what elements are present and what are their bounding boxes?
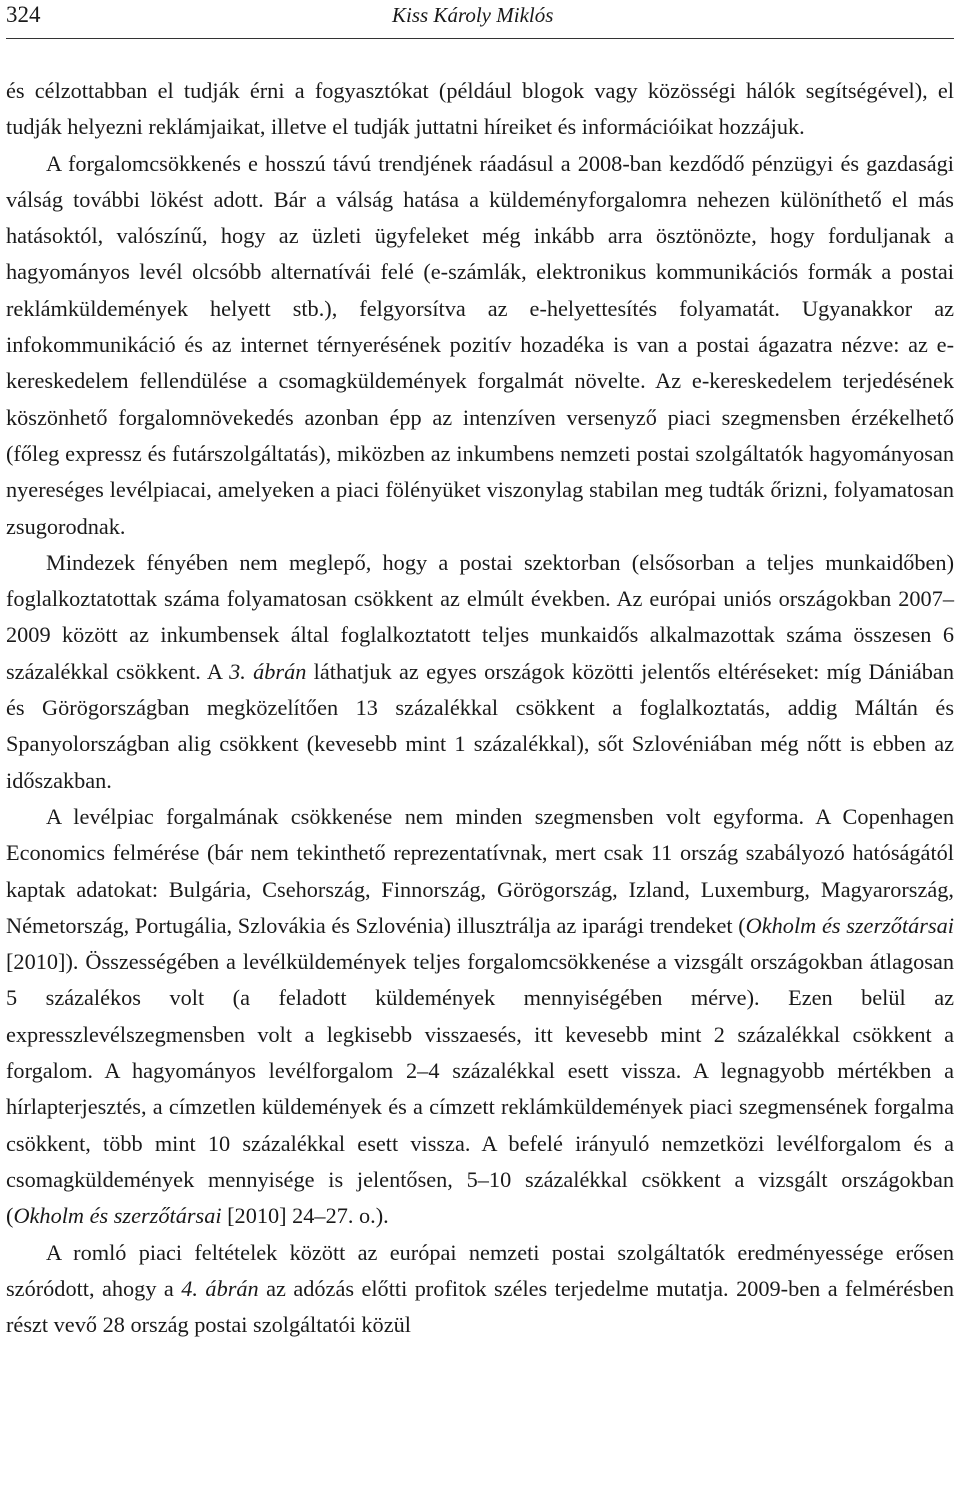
page-header — [6, 0, 954, 39]
paragraph-5 — [6, 1235, 954, 1344]
paragraph-text: az adózás előtti profitok széles terjedelme mutatja. 2009-ben a felmérésben részt vevő 28 ország postai szolgáltatói közül — [6, 1275, 954, 1338]
paragraph-4 — [6, 799, 954, 1235]
document-page — [6, 0, 954, 1343]
paragraph-3 — [6, 545, 954, 799]
figure-reference: 3. ábrán — [229, 658, 307, 684]
paragraph-2 — [6, 146, 954, 545]
citation-authors: Okholm és szerzőtársai — [13, 1203, 222, 1229]
paragraph-text: A romló piaci feltételek között az európai nemzeti postai szolgáltatók eredményessége erősen szóródott, ahogy a — [6, 1239, 954, 1301]
body-text — [6, 73, 954, 1343]
figure-reference: 4. ábrán — [181, 1275, 259, 1301]
paragraph-1 — [6, 73, 954, 146]
paragraph-text: [2010] 24–27. o.). — [221, 1203, 389, 1229]
paragraph-text: és célzottabban el tudják érni a fogyasztókat (például blogok vagy közösségi hálók segítségével), el tudják helyezni reklámjaikat, illetve el tudják juttatni híreiket és információikat hozzájuk. — [6, 78, 954, 140]
paragraph-text: A forgalomcsökkenés e hosszú távú trendjének ráadásul a 2008-ban kezdődő pénzügyi és gazdasági válság további lökést adott. Bár a válság hatása a küldeményforgalomra nehezen különíthető el más hatásoktól, valószínű, hogy az üzleti ügyfeleket még inkább arra ösztönözte, hogy forduljanak a hagyományos levél olcsóbb alternatívái felé (e-számlák, elektronikus kommunikációs formák a postai reklámküldemények helyett stb.), felgyorsítva az e-helyettesítés folyamatát. Ugyanakkor az infokommunikáció és az internet térnyerésének pozitív hozadéka is van a postai ágazatra nézve: az e-kereskedelem fellendülése a csomagküldemények forgalmát növelte. Az e-kereskedelem terjedésének köszönhető forgalomnövekedés azonban épp az intenzíven versenyző piaci szegmensben érzékelhető (főleg expressz és futárszolgáltatás), miközben az inkumbens nemzeti postai szolgáltatók hagyományosan nyereséges levélpiacai, amelyeken a piaci fölényüket viszonylag stabilan meg tudták őrizni, folyamatosan zsugorodnak. — [6, 150, 954, 539]
paragraph-text: láthatjuk az egyes országok közötti jelentős eltéréseket: míg Dániában és Görögországban megközelítően 13 százalékkal csökkent a foglalkoztatás, addig Máltán és Spanyolországban alig csökkent (kevesebb mint 1 százalékkal), sőt Szlovéniában még nőtt is ebben az időszakban. — [6, 658, 954, 793]
citation-authors: Okholm és szerzőtársai — [745, 912, 954, 938]
paragraph-text: A levélpiac forgalmának csökkenése nem minden szegmensben volt egyforma. A Copenhagen Economics felmérése (bár nem tekinthető reprezentatívnak, mert csak 11 ország szabályozó hatóságától kaptak adatokat: Bulgária, Csehország, Finnország, Görögország, Izland, Luxemburg, Magyarország, Németország, Portugália, Szlovákia és Szlovénia) illusztrálja az iparági trendeket ( — [6, 803, 954, 938]
paragraph-text: Mindezek fényében nem meglepő, hogy a postai szektorban (elsősorban a teljes munkaidőben) foglalkoztatottak száma folyamatosan csökkent az elmúlt években. Az európai uniós országokban 2007–2009 között az inkumbensek által foglalkoztatott teljes munkaidős alkalmazottak száma összesen 6 százalékkal csökkent. A — [6, 549, 954, 684]
running-head: Kiss Károly Miklós — [392, 3, 554, 27]
page-number: 324 — [6, 2, 41, 27]
paragraph-text: [2010]). Összességében a levélküldemények teljes forgalomcsökkenése a vizsgált országokban átlagosan 5 százalékos volt (a feladott küldemények mennyiségében mérve). Ezen belül az expresszlevélszegmensben volt a legkisebb visszaesés, itt kevesebb mint 2 százalékkal csökkent a forgalom. A hagyományos levélforgalom 2–4 százalékkal esett vissza. A legnagyobb mértékben a hírlapterjesztés, a címzetlen küldemények és a címzett reklámküldemények piaci szegmensének forgalma csökkent, több mint 10 százalékkal esett vissza. A befelé irányuló nemzetközi levélforgalom és a csomagküldemények mennyisége is jelentősen, 5–10 százalékkal csökkent a vizsgált országokban ( — [6, 949, 954, 1229]
